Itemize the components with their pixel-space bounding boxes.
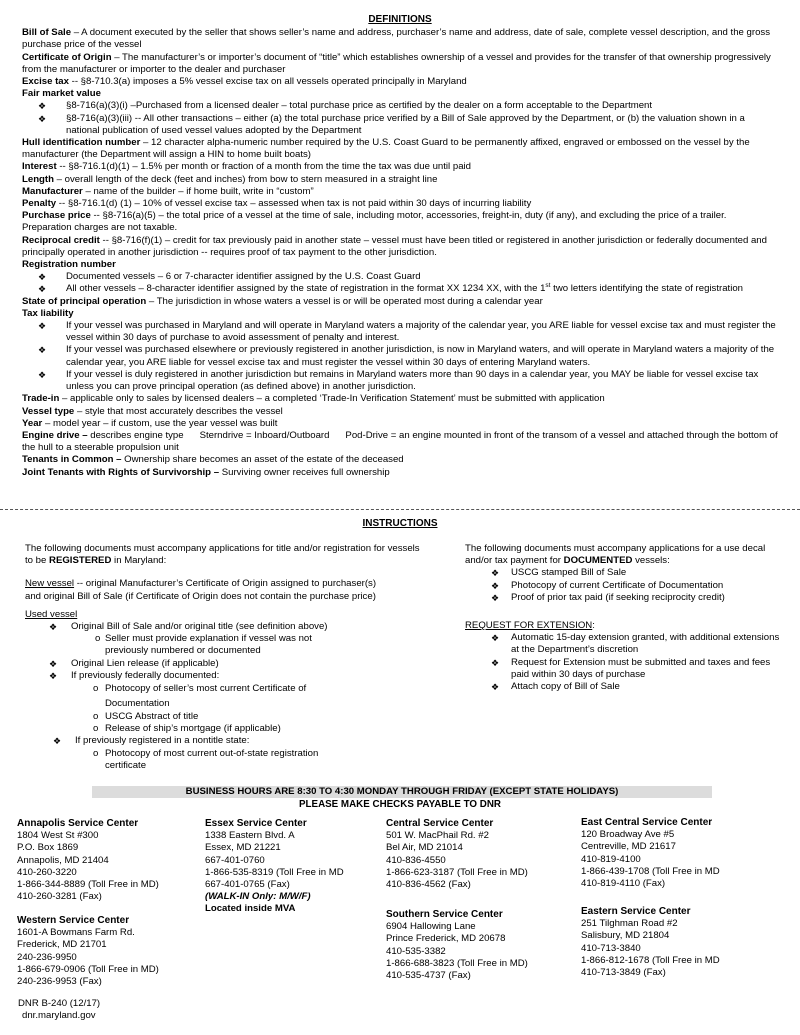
diamond-bullet-icon: ❖	[49, 658, 58, 669]
diamond-bullet-icon: ❖	[38, 321, 47, 332]
def-reciprocal-credit: Reciprocal credit -- §8-716(f)(1) – credit for tax previously paid in another state – vessel must have been titled or registered in another jurisdiction or federally documented and principally operated in another jurisdiction -- requires proof of tax payment to the other jurisdiction.	[22, 234, 767, 258]
diamond-bullet-icon: ❖	[491, 633, 500, 644]
office-eastern: Eastern Service Center 251 Tilghman Road #2 Salisbury, MD 21804 410-713-3840 1-866-812-1678 (Toll Free in MD 410-713-3849 (Fax)	[581, 906, 720, 979]
business-hours-banner: BUSINESS HOURS ARE 8:30 TO 4:30 MONDAY THROUGH FRIDAY (EXCEPT STATE HOLIDAYS)	[92, 786, 712, 798]
def-interest: Interest -- §8-716.1(d)(1) – 1.5% per month or fraction of a month from the time the tax was due until paid	[22, 161, 471, 173]
circle-bullet-icon: o	[93, 747, 99, 759]
def-purchase-price: Purchase price -- §8-716(a)(5) – the total price of a vessel at the time of sale, including motor, accessories, freight-in, duty (if any), and excluding the price of a trailer. Preparation charges are not taxable.	[22, 210, 727, 234]
office-central: Central Service Center 501 W. MacPhail Rd. #2 Bel Air, MD 21014 410-836-4550 1-866-623-3187 (Toll Free in MD) 410-836-4562 (Fax)	[386, 818, 528, 891]
definitions-section	[22, 14, 781, 479]
diamond-bullet-icon: ❖	[491, 592, 500, 603]
list-item: ❖ Original Lien release (if applicable)	[49, 657, 219, 669]
def-engine-drive: Engine drive – describes engine type Sterndrive = Inboard/Outboard Pod-Drive = an engine mounted in front of the transom of a vessel and attached through the bottom of the hull to a steerable propulsion unit	[22, 429, 781, 454]
diamond-bullet-icon: ❖	[38, 345, 47, 356]
list-item: o Photocopy of most current out-of-state registration certificate	[93, 747, 319, 771]
extension-label: REQUEST FOR EXTENSION:	[465, 620, 595, 632]
def-trade-in: Trade-in – applicable only to sales by licensed dealers – a completed ‘Trade-In Verification Statement’ must be submitted with application	[22, 393, 605, 405]
list-item: ❖ USCG stamped Bill of Sale	[491, 567, 627, 579]
list-item: ❖ If previously registered in a nontitle state:	[53, 735, 250, 747]
def-manufacturer: Manufacturer – name of the builder – if home built, write in “custom”	[22, 185, 314, 197]
list-item: ❖ §8-716(a)(3)(iii) -- All other transactions – either (a) the total purchase price verified by a Bill of Sale approved by the Department, or (b) the valuation shown in a national publication of used vessel values adopted by the Department	[22, 113, 778, 137]
definitions-heading: DEFINITIONS	[368, 14, 432, 25]
checks-payable-notice: PLEASE MAKE CHECKS PAYABLE TO DNR	[299, 799, 501, 810]
diamond-bullet-icon: ❖	[491, 580, 500, 591]
registered-intro: The following documents must accompany applications for title and/or registration for vessels to be REGISTERED in Maryland:	[25, 543, 420, 567]
diamond-bullet-icon: ❖	[53, 736, 62, 747]
list-item: ❖ §8-716(a)(3)(i) –Purchased from a licensed dealer – total purchase price as certified by the dealer on a form acceptable to the Department	[22, 100, 778, 112]
list-item: o USCG Abstract of title	[93, 711, 199, 723]
def-fair-market-value: Fair market value	[22, 88, 101, 100]
list-item: ❖ If previously federally documented:	[49, 669, 220, 681]
office-southern: Southern Service Center 6904 Hallowing Lane Prince Frederick, MD 20678 410-535-3382 1-866-688-3823 (Toll Free in MD) 410-535-4737 (Fax)	[386, 909, 528, 982]
def-excise-tax: Excise tax -- §8-710.3(a) imposes a 5% vessel excise tax on all vessels operated principally in Maryland	[22, 76, 467, 88]
def-tenants-in-common: Tenants in Common – Ownership share becomes an asset of the estate of the deceased	[22, 454, 404, 466]
def-length: Length – overall length of the deck (feet and inches) from bow to stern measured in a straight line	[22, 173, 438, 185]
def-joint-tenants: Joint Tenants with Rights of Survivorship – Surviving owner receives full ownership	[22, 466, 390, 478]
list-item: o Release of ship’s mortgage (if applicable)	[93, 723, 281, 735]
def-vessel-type: Vessel type – style that most accurately describes the vessel	[22, 405, 283, 417]
website-link[interactable]: dnr.maryland.gov	[22, 1010, 96, 1022]
new-vessel-paragraph: New vessel -- original Manufacturer’s Certificate of Origin assigned to purchaser(s) and original Bill of Sale (if Certificate of Origin does not contain the purchase price)	[25, 578, 377, 602]
list-item: ❖ Documented vessels – 6 or 7-character identifier assigned by the U.S. Coast Guard	[22, 271, 778, 283]
form-footer	[18, 998, 100, 1022]
def-registration-number: Registration number	[22, 259, 116, 271]
def-state-principal-operation: State of principal operation – The jurisdiction in whose waters a vessel is or will be operated most during a calendar year	[22, 295, 543, 307]
documented-intro: The following documents must accompany applications for a use decal and/or tax payment for DOCUMENTED vessels:	[465, 543, 766, 567]
list-item: ❖ If your vessel was purchased in Maryland and will operate in Maryland waters a majority of the calendar year, you ARE liable for vessel excise tax and must register the vessel within 30 days of purchase to avoid assessment of penalty and interest.	[22, 320, 778, 344]
diamond-bullet-icon: ❖	[491, 682, 500, 693]
def-tax-liability: Tax liability	[22, 307, 74, 319]
circle-bullet-icon: o	[93, 723, 99, 735]
def-penalty: Penalty -- §8-716.1(d) (1) – 10% of vessel excise tax – assessed when tax is not paid within 30 days of incurring liability	[22, 198, 532, 210]
list-item: ❖ All other vessels – 8-character identifier assigned by the state of registration in the format XX 1234 XX, with the 1st two letters identifying the state of registration	[22, 283, 778, 295]
list-item: ❖ Original Bill of Sale and/or original title (see definition above)	[49, 621, 328, 633]
diamond-bullet-icon: ❖	[38, 369, 47, 380]
list-item: ❖ Proof of prior tax paid (if seeking reciprocity credit)	[491, 591, 725, 603]
list-item: ❖ Automatic 15-day extension granted, with additional extensions at the Department’s discretion	[491, 632, 780, 656]
diamond-bullet-icon: ❖	[49, 670, 58, 681]
instructions-heading: INSTRUCTIONS	[362, 518, 438, 529]
registered-vessels-column	[25, 543, 425, 772]
diamond-bullet-icon: ❖	[49, 622, 58, 633]
used-vessel-label: Used vessel	[25, 608, 78, 620]
diamond-bullet-icon: ❖	[491, 657, 500, 668]
def-bill-of-sale: Bill of Sale – A document executed by the seller that shows seller’s name and address, purchaser’s name and address, date of sale, complete vessel description, and the gross purchase price of the vessel	[22, 27, 771, 51]
list-item: o Photocopy of seller’s most current Certificate of Documentation	[25, 682, 338, 711]
diamond-bullet-icon: ❖	[38, 284, 47, 295]
def-certificate-of-origin: Certificate of Origin – The manufacturer’s or importer’s document of “title” which establishes ownership of a vessel and provides for the transfer of that ownership progressively from the manufacturer or importer to the dealer and purchaser	[22, 51, 771, 75]
list-item: ❖ Attach copy of Bill of Sale	[491, 681, 620, 693]
circle-bullet-icon: o	[93, 683, 99, 695]
diamond-bullet-icon: ❖	[38, 113, 47, 124]
diamond-bullet-icon: ❖	[38, 101, 47, 112]
list-item: ❖ If your vessel was purchased elsewhere or previously registered in another jurisdiction, is now in Maryland waters, and will operate in Maryland waters a majority of the calendar year, you ARE liable for vessel excise tax and must register the vessel within 30 days of entering Maryland waters.	[22, 344, 778, 368]
def-hull-id: Hull identification number – 12 character alpha-numeric number required by the U.S. Coast Guard to be permanently affixed, engraved or embossed on the vessel by the manufacturer (the Department will assign a HIN to home built boats)	[22, 137, 750, 161]
office-annapolis: Annapolis Service Center 1804 West St #300 P.O. Box 1869 Annapolis, MD 21404 410-260-3220 1-866-344-8889 (Toll Free in MD) 410-260-3281 (Fax)	[17, 818, 159, 903]
office-essex: Essex Service Center 1338 Eastern Blvd. A Essex, MD 21221 667-401-0760 1-866-535-8319 (Toll Free in MD 667-401-0765 (Fax) (WALK-IN Only: M/W/F) Located inside MVA	[205, 818, 344, 915]
section-divider	[0, 509, 800, 510]
form-id: DNR B-240 (12/17)	[18, 998, 101, 1009]
diamond-bullet-icon: ❖	[38, 272, 47, 283]
list-item: ❖ If your vessel is duly registered in another jurisdiction but remains in Maryland waters more than 90 days in a calendar year, you MAY be liable for vessel excise tax unless you can prove principal operation (as defined above) in another jurisdiction.	[22, 369, 778, 393]
circle-bullet-icon: o	[93, 711, 99, 723]
list-item: ❖ Request for Extension must be submitted and taxes and fees paid within 30 days of purchase	[491, 656, 771, 680]
documented-vessels-column	[465, 543, 785, 693]
circle-bullet-icon: o	[95, 633, 101, 645]
diamond-bullet-icon: ❖	[491, 568, 500, 579]
list-item: o Seller must provide explanation if vessel was not previously numbered or documented	[95, 633, 312, 657]
office-east-central: East Central Service Center 120 Broadway Ave #5 Centreville, MD 21617 410-819-4100 1-866-439-1708 (Toll Free in MD 410-819-4110 (Fax)	[581, 817, 720, 890]
list-item: ❖ Photocopy of current Certificate of Documentation	[491, 579, 724, 591]
office-western: Western Service Center 1601-A Bowmans Farm Rd. Frederick, MD 21701 240-236-9950 1-866-679-0906 (Toll Free in MD) 240-236-9953 (Fax)	[17, 915, 159, 988]
def-year: Year – model year – if custom, use the year vessel was built	[22, 417, 278, 429]
